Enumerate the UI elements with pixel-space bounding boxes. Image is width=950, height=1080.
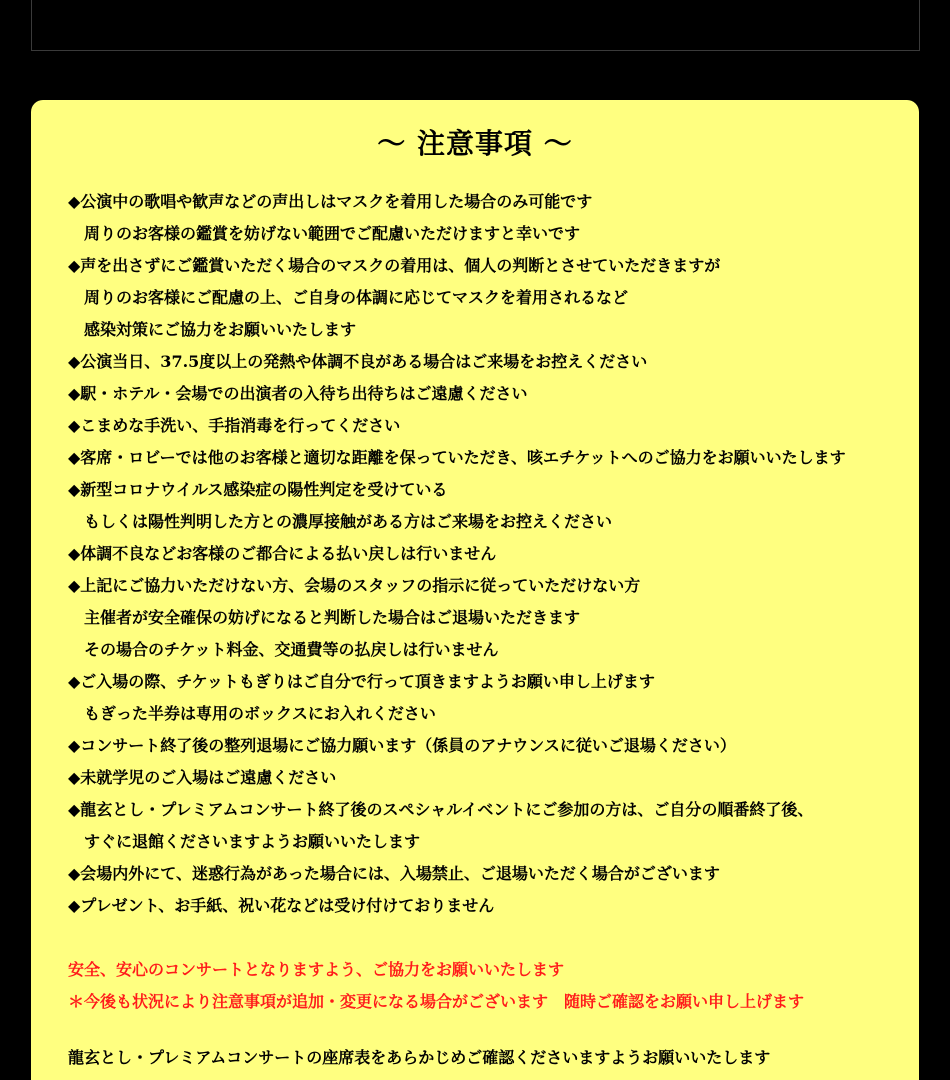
notice-item: ◆プレゼント、お手紙、祝い花などは受け付けておりません (68, 896, 495, 915)
notice-item: ◆公演中の歌唱や歓声などの声出しはマスクを着用した場合のみ可能です (68, 192, 593, 211)
notice-item: ◆龍玄とし・プレミアムコンサート終了後のスペシャルイベントにご参加の方は、ご自分の順番終了後、 (68, 800, 814, 819)
notice-item: ◆公演当日、37.5度以上の発熱や体調不良がある場合はご来場をお控えください (68, 352, 648, 371)
notice-item: ◆こまめな手洗い、手指消毒を行ってください (68, 416, 401, 435)
notice-title: 〜 注意事項 〜 (377, 127, 573, 160)
section-spacer (68, 922, 908, 954)
notice-item: ◆新型コロナウイルス感染症の陽性判定を受けている (68, 480, 448, 499)
notice-item: ◆客席・ロビーでは他のお客様と適切な距離を保っていただき、咳エチケットへのご協力をお願いいたします (68, 448, 846, 467)
notice-item: ◆声を出さずにご鑑賞いただく場合のマスクの着用は、個人の判断とさせていただきますが (68, 256, 721, 275)
notice-item: ◆上記にご協力いただけない方、会場のスタッフの指示に従っていただけない方 (68, 576, 641, 595)
notice-item: ◆ご入場の際、チケットもぎりはご自分で行って頂きますようお願い申し上げます (68, 672, 655, 691)
notice-item: ◆コンサート終了後の整列退場にご協力願います（係員のアナウンスに従いご退場ください） (68, 736, 736, 755)
notice-item-continuation: 周りのお客様の鑑賞を妨げない範囲でご配慮いただけますと幸いです (84, 224, 581, 243)
seat-map-note: 龍玄とし・プレミアムコンサートの座席表をあらかじめご確認くださいますようお願いいたします (68, 1048, 771, 1067)
notice-item-continuation: もぎった半券は専用のボックスにお入れください (84, 704, 436, 723)
notice-item: ◆体調不良などお客様のご都合による払い戻しは行いません (68, 544, 497, 563)
update-warning-note: ＊今後も状況により注意事項が追加・変更になる場合がございます 随時ご確認をお願い申し上げます (68, 992, 805, 1011)
notice-item: ◆駅・ホテル・会場での出演者の入待ち出待ちはご遠慮ください (68, 384, 528, 403)
notice-item-continuation: 主催者が安全確保の妨げになると判断した場合はご退場いただきます (84, 608, 581, 627)
notice-item: ◆未就学児のご入場はご遠慮ください (68, 768, 337, 787)
notice-item-continuation: もしくは陽性判明した方との濃厚接触がある方はご来場をお控えください (84, 512, 613, 531)
notice-item: ◆会場内外にて、迷惑行為があった場合には、入場禁止、ご退場いただく場合がございます (68, 864, 720, 883)
notice-item-continuation: 周りのお客様にご配慮の上、ご自身の体調に応じてマスクを着用されるなど (84, 288, 629, 307)
safety-request-note: 安全、安心のコンサートとなりますよう、ご協力をお願いいたします (68, 960, 565, 979)
notice-item-continuation: 感染対策にご協力をお願いいたします (84, 320, 357, 339)
notice-list (68, 186, 908, 1074)
notice-card (31, 100, 919, 1080)
top-content-frame (31, 0, 920, 51)
notice-item-continuation: すぐに退館くださいますようお願いいたします (84, 832, 421, 851)
notice-item-continuation: その場合のチケット料金、交通費等の払戻しは行いません (84, 640, 499, 659)
